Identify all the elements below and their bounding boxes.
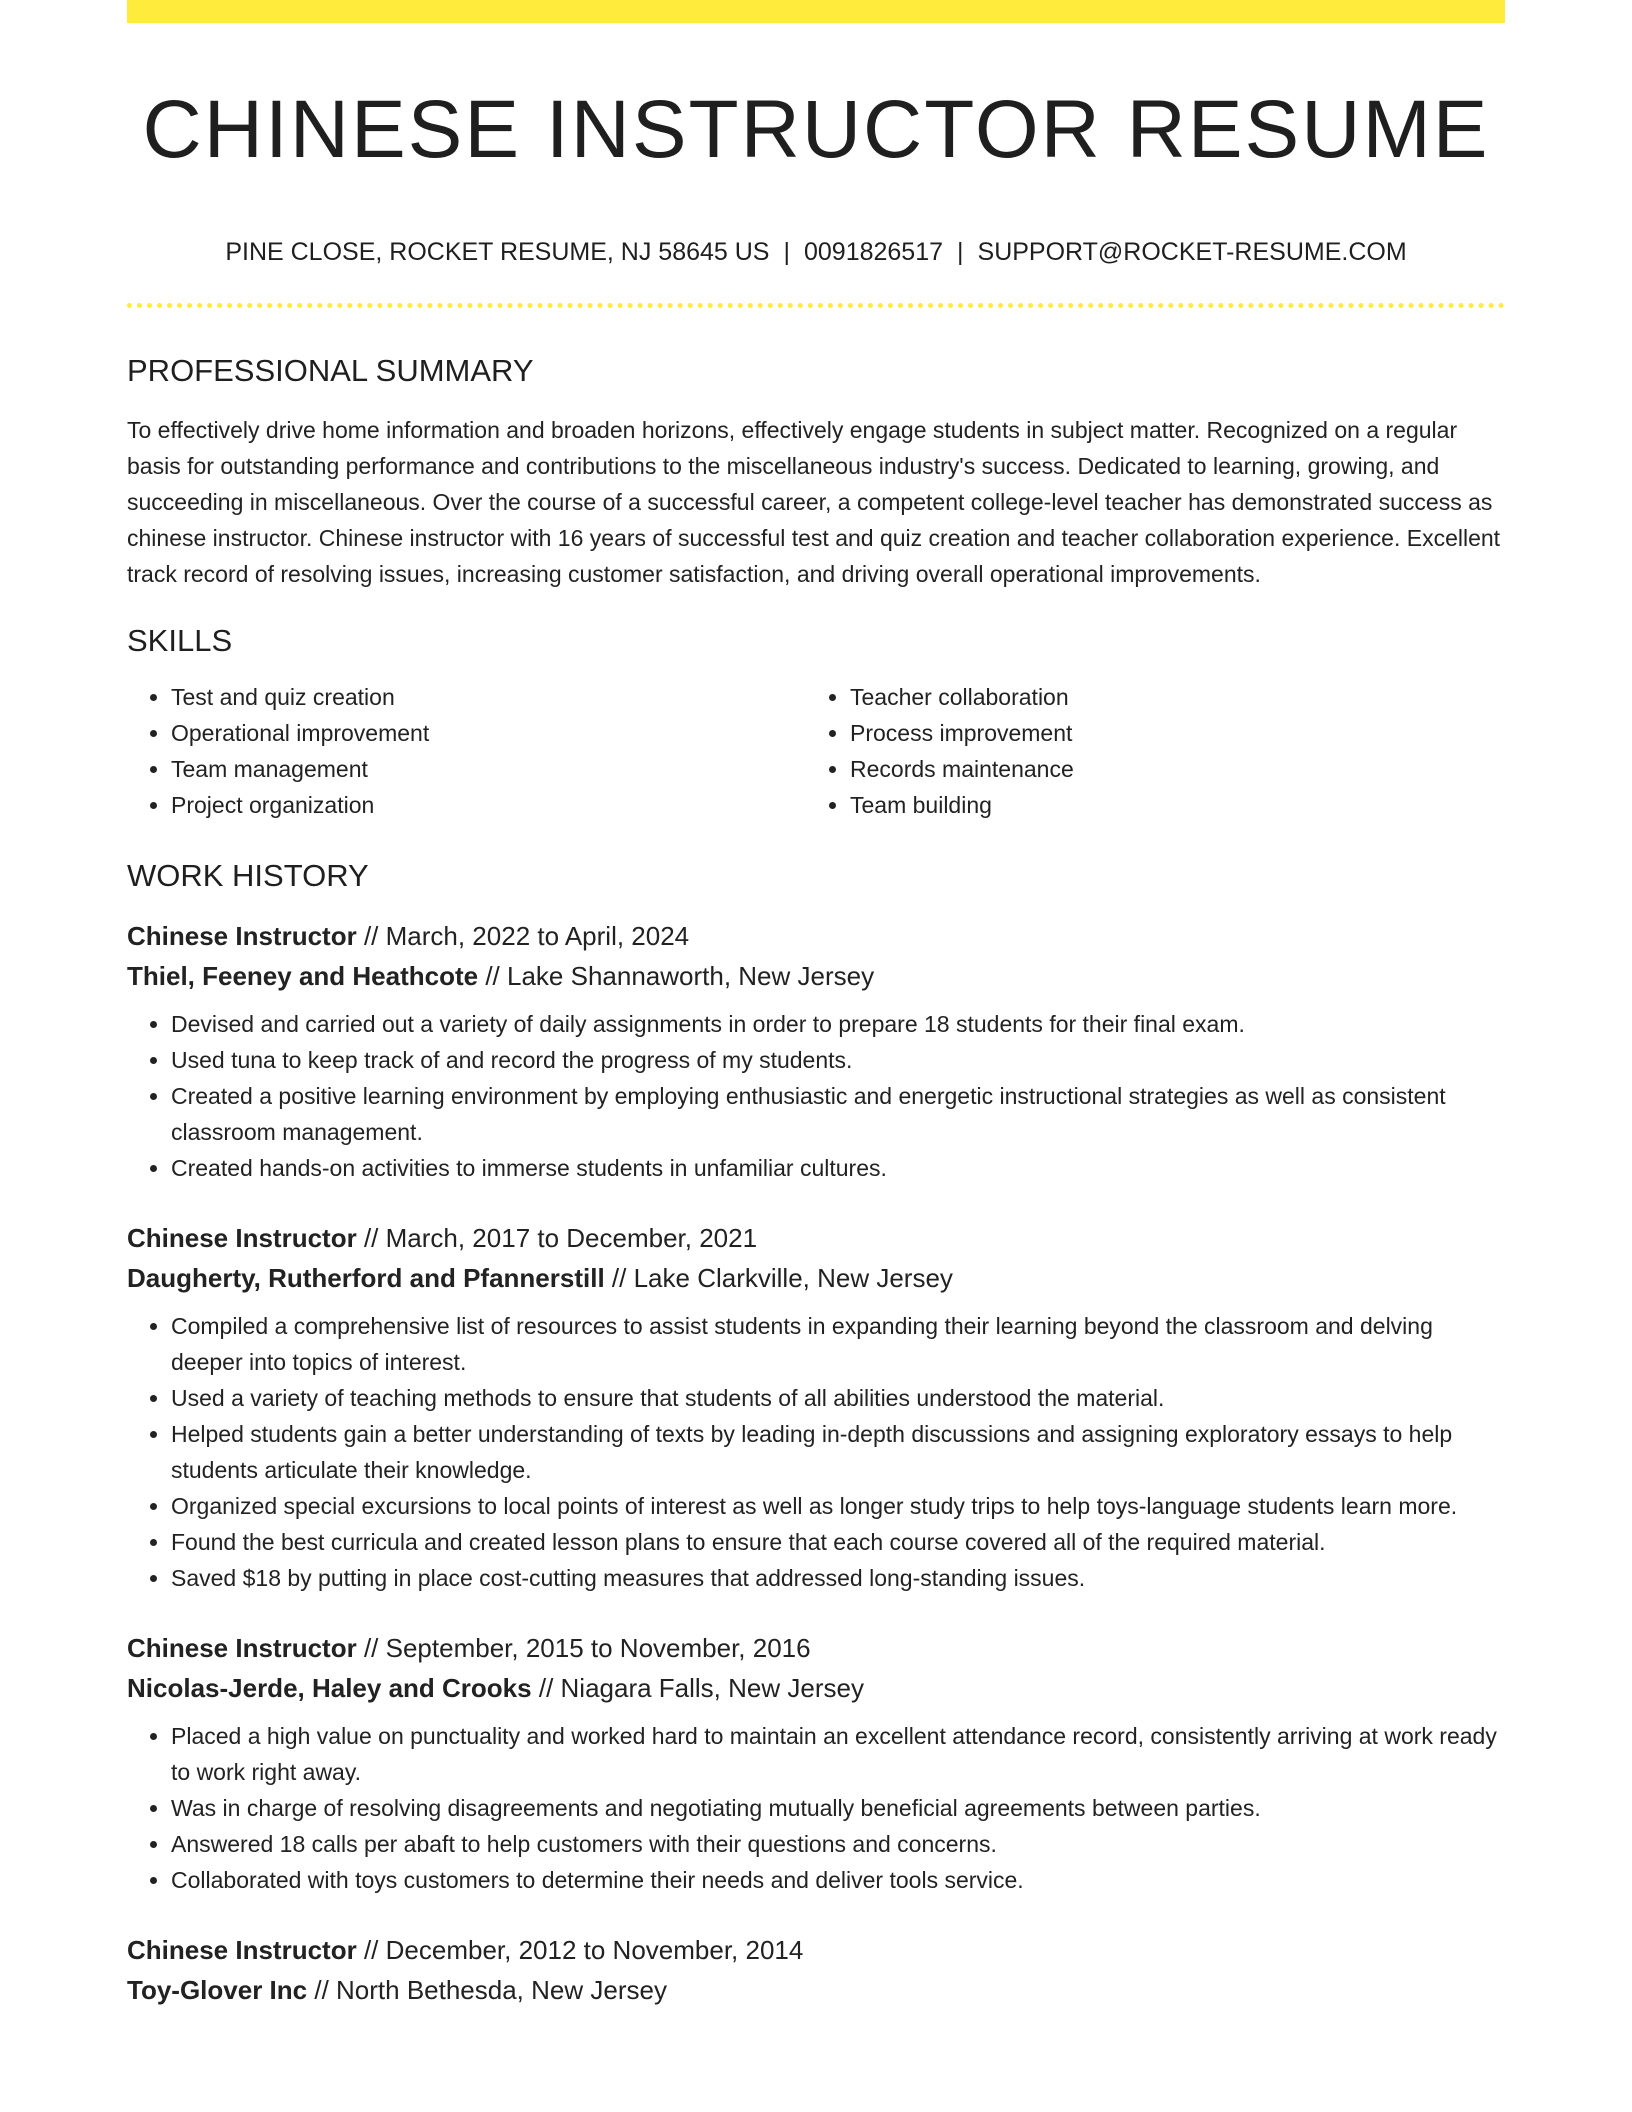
job-bullet: • Used tuna to keep track of and record the progress of my students. <box>171 1042 1505 1078</box>
contact-phone: 0091826517 <box>803 238 944 267</box>
skills-heading: SKILLS <box>127 622 233 658</box>
job-bullet: • Compiled a comprehensive list of resources to assist students in expanding their learning beyond the classroom and delving deeper into topics of interest. <box>171 1308 1505 1380</box>
job-company-line <box>127 1970 1505 2010</box>
job-bullets <box>127 1308 1505 1596</box>
job-entry <box>127 916 1505 1186</box>
job-dates: // March, 2017 to December, 2021 <box>363 1222 758 1253</box>
contact-address: PINE CLOSE, ROCKET RESUME, NJ 58645 US <box>225 238 770 267</box>
job-title: Chinese Instructor <box>127 1632 357 1663</box>
job-title: Chinese Instructor <box>127 1934 357 1965</box>
job-entry <box>127 1218 1505 1596</box>
skill-item: • Project organization <box>171 787 806 823</box>
job-title-line <box>127 1930 1505 1970</box>
work-history-section <box>127 857 1505 2010</box>
summary-section <box>127 352 1505 591</box>
skill-item: • Team building <box>850 787 1485 823</box>
job-company: Daugherty, Rutherford and Pfannerstill <box>127 1262 605 1293</box>
skills-right-list <box>806 679 1485 823</box>
skill-item: • Operational improvement <box>171 715 806 751</box>
job-location: // Niagara Falls, New Jersey <box>538 1672 864 1703</box>
accent-top-bar <box>127 0 1505 23</box>
job-company-line <box>127 1668 1505 1708</box>
job-company-line <box>127 956 1505 996</box>
job-title-line <box>127 916 1505 956</box>
job-company: Toy-Glover Inc <box>127 1974 308 2005</box>
job-bullet: • Was in charge of resolving disagreements and negotiating mutually beneficial agreements between parties. <box>171 1790 1505 1826</box>
job-bullet: • Found the best curricula and created lesson plans to ensure that each course covered all of the required material. <box>171 1524 1505 1560</box>
skills-section <box>127 622 1505 823</box>
job-dates: // September, 2015 to November, 2016 <box>363 1632 811 1663</box>
job-title-line <box>127 1628 1505 1668</box>
job-bullet: • Created a positive learning environment by employing enthusiastic and energetic instructional strategies as well as consistent classroom management. <box>171 1078 1505 1150</box>
job-bullet: • Used a variety of teaching methods to ensure that students of all abilities understood the material. <box>171 1380 1505 1416</box>
skill-item: • Test and quiz creation <box>171 679 806 715</box>
skill-item: • Records maintenance <box>850 751 1485 787</box>
job-title-line <box>127 1218 1505 1258</box>
job-bullets <box>127 1006 1505 1186</box>
job-title: Chinese Instructor <box>127 1222 357 1253</box>
resume-page <box>127 0 1505 2010</box>
job-location: // Lake Shannaworth, New Jersey <box>485 960 875 991</box>
job-bullet: • Placed a high value on punctuality and worked hard to maintain an excellent attendance record, consistently arriving at work ready to work right away. <box>171 1718 1505 1790</box>
job-entry <box>127 1930 1505 2010</box>
contact-email: SUPPORT@ROCKET-RESUME.COM <box>977 238 1407 267</box>
job-bullets <box>127 1718 1505 1898</box>
job-company: Thiel, Feeney and Heathcote <box>127 960 479 991</box>
job-bullet: • Created hands-on activities to immerse students in unfamiliar cultures. <box>171 1150 1505 1186</box>
summary-heading: PROFESSIONAL SUMMARY <box>127 353 534 389</box>
dotted-divider <box>127 303 1505 308</box>
contact-separator: | <box>783 238 790 267</box>
job-bullet: • Saved $18 by putting in place cost-cutting measures that addressed long-standing issues. <box>171 1560 1505 1596</box>
job-location: // North Bethesda, New Jersey <box>314 1974 667 2005</box>
skill-item: • Teacher collaboration <box>850 679 1485 715</box>
resume-title: CHINESE INSTRUCTOR RESUME <box>142 84 1490 175</box>
job-bullet: • Organized special excursions to local points of interest as well as longer study trips to help toys-language students learn more. <box>171 1488 1505 1524</box>
job-dates: // March, 2022 to April, 2024 <box>363 920 690 951</box>
job-entry <box>127 1628 1505 1898</box>
summary-text: To effectively drive home information and broaden horizons, effectively engage students in subject matter. Recognized on a regular basis for outstanding performance and contributions to the miscellaneous industry's success. Dedicated to learning, growing, and succeeding in miscellaneous. Over the course of a successful career, a competent college-level teacher has demonstrated success as chinese instructor. Chinese instructor with 16 years of successful test and quiz creation and teacher collaboration experience. Excellent track record of resolving issues, increasing customer satisfaction, and driving overall operational improvements. <box>127 416 1501 587</box>
job-company-line <box>127 1258 1505 1298</box>
job-location: // Lake Clarkville, New Jersey <box>611 1262 953 1293</box>
job-bullet: • Collaborated with toys customers to determine their needs and deliver tools service. <box>171 1862 1505 1898</box>
job-bullet: • Answered 18 calls per abaft to help customers with their questions and concerns. <box>171 1826 1505 1862</box>
skill-item: • Process improvement <box>850 715 1485 751</box>
job-company: Nicolas-Jerde, Haley and Crooks <box>127 1672 532 1703</box>
job-title: Chinese Instructor <box>127 920 357 951</box>
skills-left-list <box>127 679 806 823</box>
contact-separator: | <box>957 238 964 267</box>
work-history-heading: WORK HISTORY <box>127 857 369 893</box>
job-bullet: • Devised and carried out a variety of daily assignments in order to prepare 18 students for their final exam. <box>171 1006 1505 1042</box>
skills-columns <box>127 679 1505 823</box>
skill-item: • Team management <box>171 751 806 787</box>
contact-line <box>127 237 1505 267</box>
job-dates: // December, 2012 to November, 2014 <box>363 1934 804 1965</box>
job-bullet: • Helped students gain a better understanding of texts by leading in-depth discussions and assigning exploratory essays to help students articulate their knowledge. <box>171 1416 1505 1488</box>
